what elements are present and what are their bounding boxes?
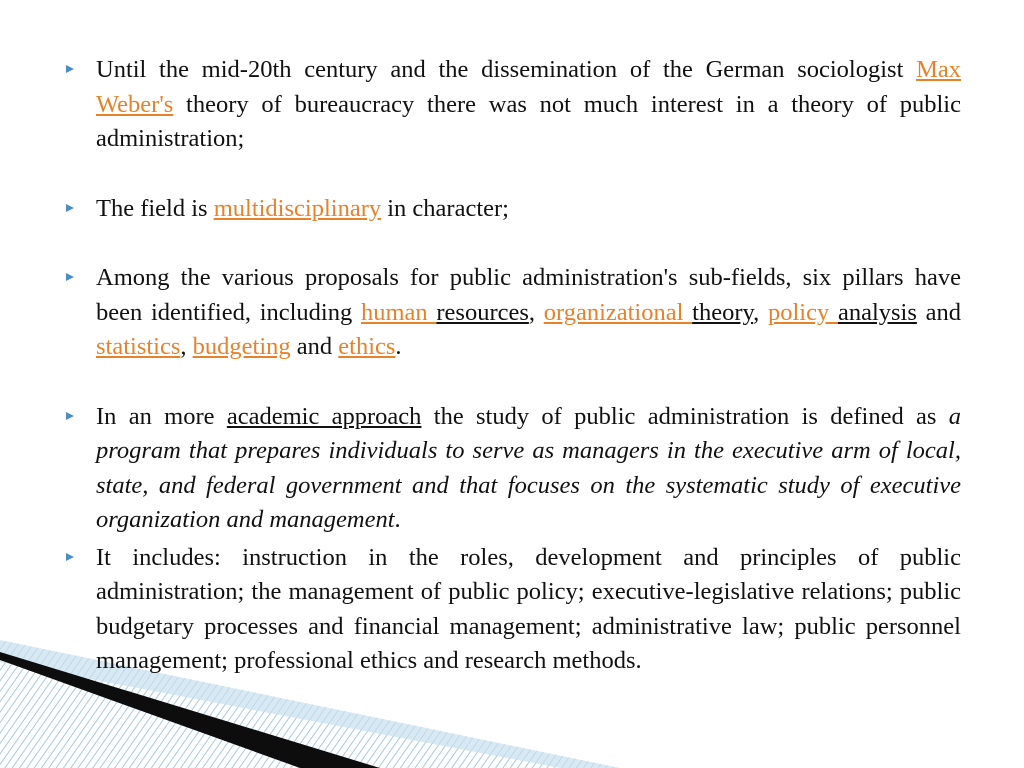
bullet-item-3: Among the various proposals for public administration's sub-fields, six pillars have been identified, including human resources, organizational theory, policy analysis and statistics, budgeting and ethics. bbox=[66, 261, 961, 365]
bullet-item-1: Until the mid-20th century and the dissemination of the German sociologist Max Weber's theory of bureaucracy there was not much interest in a theory of public administration; bbox=[66, 53, 961, 157]
link-theory[interactable]: theory bbox=[692, 298, 754, 326]
link-multidisciplinary[interactable]: multidisciplinary bbox=[213, 194, 382, 222]
bullet-list bbox=[66, 53, 961, 679]
bullet-item-4: In an more academic approach the study of public administration is defined as a program that prepares individuals to serve as managers in the executive arm of local, state, and federal government and that focuses on the systematic study of executive organization and management. bbox=[66, 400, 961, 538]
bullet-item-2: The field is multidisciplinary in character; bbox=[66, 192, 961, 227]
link-academic-approach[interactable]: academic approach bbox=[226, 402, 422, 430]
link-organizational[interactable]: organizational bbox=[543, 298, 693, 326]
bullet-item-5: It includes: instruction in the roles, development and principles of public administration; the management of public policy; executive-legislative relations; public budgetary processes and financial management; administrative law; public personnel management; professional ethics and research methods. bbox=[66, 541, 961, 679]
link-policy[interactable]: policy bbox=[768, 298, 838, 326]
bullet-arrow-icon bbox=[66, 65, 74, 73]
bullet-arrow-icon bbox=[66, 553, 74, 561]
link-human[interactable]: human bbox=[360, 298, 437, 326]
link-budgeting[interactable]: budgeting bbox=[192, 333, 291, 360]
link-resources[interactable]: resources bbox=[436, 298, 529, 326]
link-ethics[interactable]: ethics bbox=[338, 333, 396, 360]
link-max-weber[interactable]: Max Weber's bbox=[96, 56, 961, 118]
link-analysis[interactable]: analysis bbox=[837, 298, 917, 326]
bullet-arrow-icon bbox=[66, 412, 74, 420]
link-statistics[interactable]: statistics bbox=[96, 333, 181, 360]
bullet-arrow-icon bbox=[66, 273, 74, 281]
bullet-arrow-icon bbox=[66, 204, 74, 212]
definition-italic: a program that prepares individuals to serve as managers in the executive arm of local, state, and federal government and that focuses on the systematic study of executive organization and management bbox=[96, 402, 961, 533]
